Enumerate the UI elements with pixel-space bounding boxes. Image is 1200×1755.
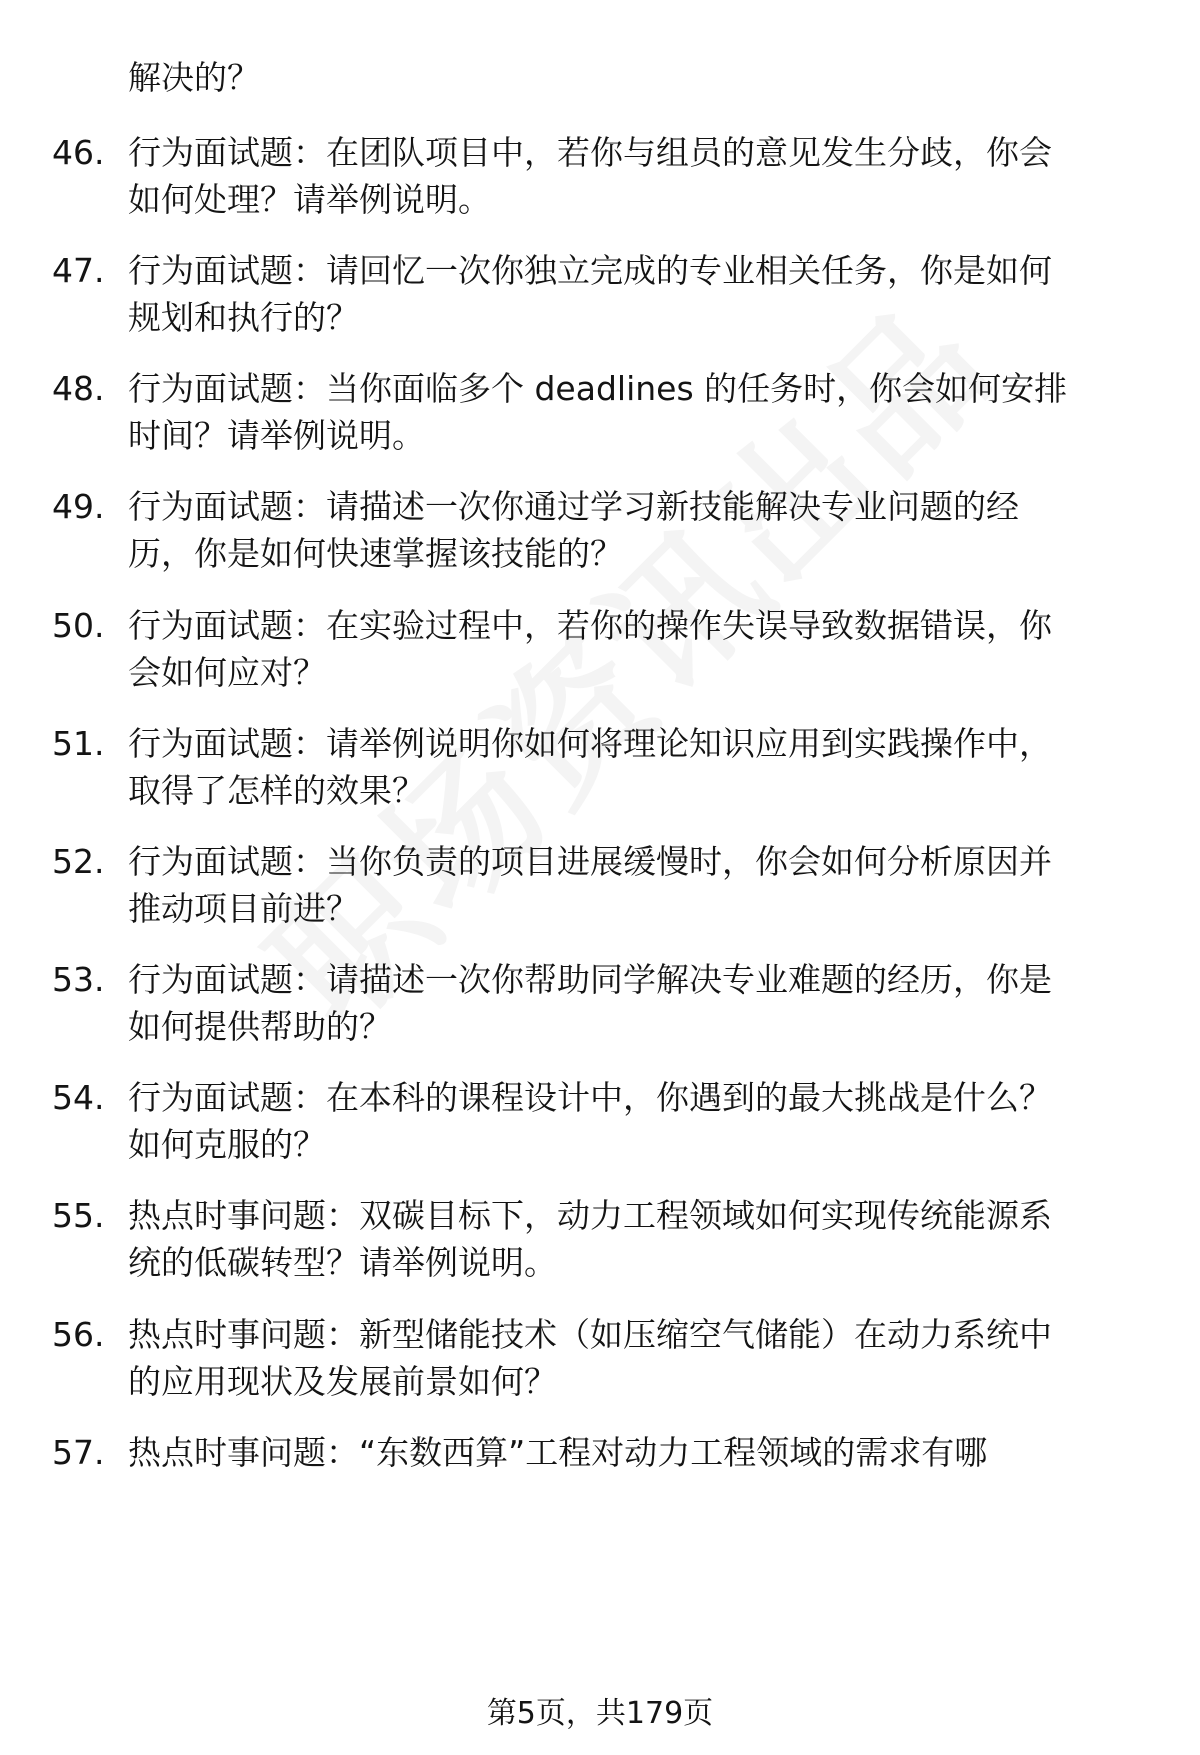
- question-line: [0, 1119, 1200, 1171]
- question-text: 如何处理？请举例说明。: [128, 180, 491, 219]
- question-number: 49.: [52, 487, 105, 526]
- question-line: [0, 883, 1200, 935]
- question-text: 解决的？: [128, 58, 260, 97]
- question-line: [0, 1356, 1200, 1408]
- page-footer: 第5页，共179页: [486, 1696, 714, 1731]
- question-text: 行为面试题：在实验过程中，若你的操作失误导致数据错误，你: [128, 606, 1052, 645]
- question-text: 时间？请举例说明。: [128, 416, 425, 455]
- question-line: [0, 1237, 1200, 1289]
- question-line: [0, 1427, 1200, 1479]
- question-number: 52.: [52, 842, 105, 881]
- question-line: [0, 292, 1200, 344]
- question-number: 48.: [52, 369, 105, 408]
- question-number: 46.: [52, 133, 105, 172]
- question-line: [0, 836, 1200, 888]
- question-text: 行为面试题：请回忆一次你独立完成的专业相关任务，你是如何: [128, 251, 1052, 290]
- question-text: 行为面试题：请举例说明你如何将理论知识应用到实践操作中，: [128, 724, 1052, 763]
- question-number: 50.: [52, 606, 105, 645]
- question-text: 取得了怎样的效果？: [128, 771, 425, 810]
- question-text: 如何提供帮助的？: [128, 1007, 392, 1046]
- question-line: [0, 245, 1200, 297]
- question-text: 行为面试题：在团队项目中，若你与组员的意见发生分歧，你会: [128, 133, 1052, 172]
- question-text: 热点时事问题：新型储能技术（如压缩空气储能）在动力系统中: [128, 1315, 1052, 1354]
- question-line: [0, 127, 1200, 179]
- question-text: 推动项目前进？: [128, 889, 359, 928]
- question-text: 规划和执行的？: [128, 298, 359, 337]
- question-line: [0, 1309, 1200, 1361]
- question-text: 历，你是如何快速掌握该技能的？: [128, 534, 623, 573]
- question-line: [0, 647, 1200, 699]
- question-number: 56.: [52, 1315, 105, 1354]
- question-line: [0, 718, 1200, 770]
- question-line: [0, 954, 1200, 1006]
- question-line: [0, 528, 1200, 580]
- question-number: 51.: [52, 724, 105, 763]
- question-number: 54.: [52, 1078, 105, 1117]
- question-text: 如何克服的？: [128, 1125, 326, 1164]
- question-number: 53.: [52, 960, 105, 999]
- question-text: 行为面试题：在本科的课程设计中，你遇到的最大挑战是什么？: [128, 1078, 1052, 1117]
- question-text: 行为面试题：请描述一次你通过学习新技能解决专业问题的经: [128, 487, 1019, 526]
- question-line: [0, 410, 1200, 462]
- question-text: 行为面试题：当你面临多个 deadlines 的任务时，你会如何安排: [128, 369, 1068, 408]
- question-text: 的应用现状及发展前景如何？: [128, 1362, 557, 1401]
- question-number: 47.: [52, 251, 105, 290]
- question-line: [0, 1001, 1200, 1053]
- question-text: 行为面试题：当你负责的项目进展缓慢时，你会如何分析原因并: [128, 842, 1052, 881]
- question-text: 热点时事问题：“东数西算”工程对动力工程领域的需求有哪: [128, 1433, 988, 1472]
- question-line: [0, 600, 1200, 652]
- question-number: 57.: [52, 1433, 105, 1472]
- question-line: [0, 481, 1200, 533]
- question-line: [0, 52, 1200, 104]
- question-text: 统的低碳转型？请举例说明。: [128, 1243, 557, 1282]
- question-number: 55.: [52, 1196, 105, 1235]
- question-text: 会如何应对？: [128, 653, 326, 692]
- question-line: [0, 363, 1200, 415]
- question-line: [0, 1190, 1200, 1242]
- question-text: 行为面试题：请描述一次你帮助同学解决专业难题的经历，你是: [128, 960, 1052, 999]
- question-text: 热点时事问题：双碳目标下，动力工程领域如何实现传统能源系: [128, 1196, 1052, 1235]
- question-line: [0, 174, 1200, 226]
- question-line: [0, 1072, 1200, 1124]
- question-line: [0, 765, 1200, 817]
